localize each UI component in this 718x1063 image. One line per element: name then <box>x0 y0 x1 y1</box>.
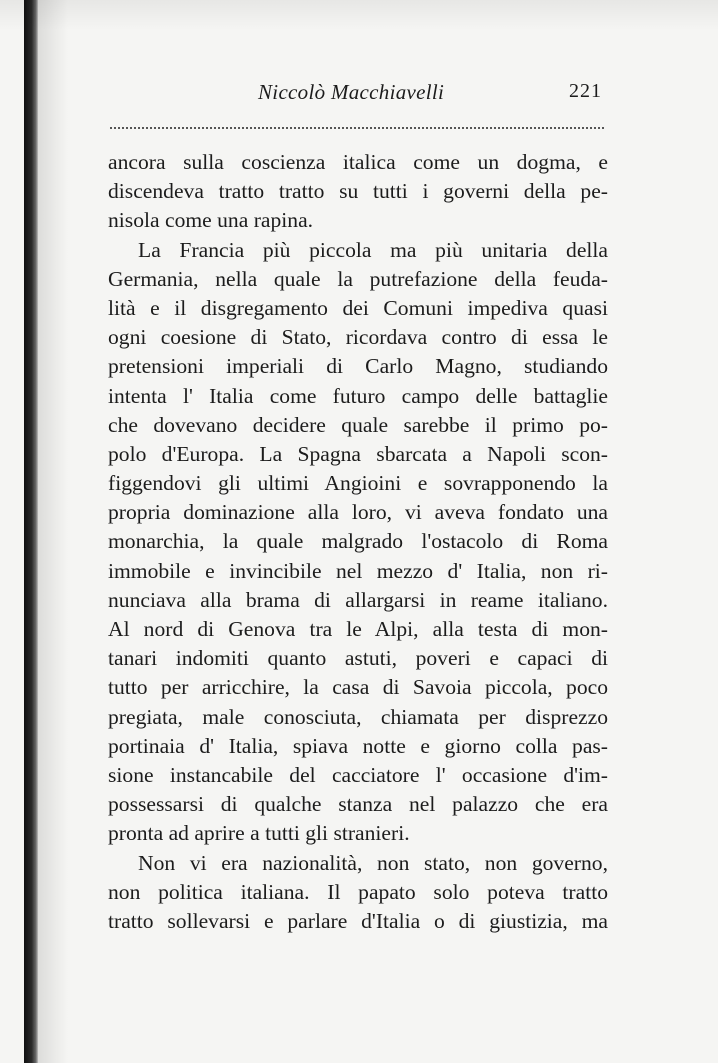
text-line: propria dominazione alla loro, vi aveva fondato una <box>108 500 608 525</box>
text-line: pronta ad aprire a tutti gli stranieri. <box>108 821 410 846</box>
text-line: che dovevano decidere quale sarebbe il primo po- <box>108 412 608 437</box>
header-dotted-rule <box>110 127 604 129</box>
text-line: ogni coesione di Stato, ricordava contro di essa le <box>108 325 608 350</box>
text-line: tutto per arricchire, la casa di Savoia piccola, poco <box>108 675 608 700</box>
paragraph-first-line: Non vi era nazionalità, non stato, non governo, <box>138 850 608 875</box>
text-line: polo d'Europa. La Spagna sbarcata a Napoli scon- <box>108 441 608 466</box>
page-number: 221 <box>569 80 602 102</box>
body-text <box>108 148 608 936</box>
text-line: portinaia d' Italia, spiava notte e giorno colla pas- <box>108 733 608 758</box>
text-line: Germania, nella quale la putrefazione della feuda- <box>108 266 608 291</box>
text-line: tanari indomiti quanto astuti, poveri e capaci di <box>108 646 608 671</box>
text-line: intenta l' Italia come futuro campo delle battaglie <box>108 383 608 408</box>
text-line: pretensioni imperiali di Carlo Magno, studiando <box>108 354 608 379</box>
text-line: monarchia, la quale malgrado l'ostacolo di Roma <box>108 529 608 554</box>
text-line: lità e il disgregamento dei Comuni impediva quasi <box>108 295 608 320</box>
book-spine-edge <box>24 0 38 1063</box>
gutter-shadow <box>38 0 68 1063</box>
text-line: sione instancabile del cacciatore l' occasione d'im- <box>108 762 608 787</box>
text-line: figgendovi gli ultimi Angioini e sovrapponendo la <box>108 471 608 496</box>
text-line: pregiata, male conosciuta, chiamata per disprezzo <box>108 704 608 729</box>
text-line: nunciava alla brama di allargarsi in reame italiano. <box>108 587 608 612</box>
text-line: immobile e invincibile nel mezzo d' Italia, non ri- <box>108 558 608 583</box>
top-edge-shade <box>0 0 718 30</box>
text-line: discendeva tratto tratto su tutti i governi della pe- <box>108 179 608 204</box>
text-line: Al nord di Genova tra le Alpi, alla testa di mon- <box>108 617 608 641</box>
running-title: Niccolò Macchiavelli <box>258 80 445 104</box>
text-line: tratto sollevarsi e parlare d'Italia o di giustizia, ma <box>108 908 608 933</box>
paragraph-first-line: La Francia più piccola ma più unitaria della <box>138 237 608 262</box>
text-line: non politica italiana. Il papato solo poteva tratto <box>108 879 608 904</box>
text-line: nisola come una rapina. <box>108 208 314 233</box>
text-line: ancora sulla coscienza italica come un dogma, e <box>108 150 608 174</box>
page-header <box>110 80 602 112</box>
text-line: possessarsi di qualche stanza nel palazzo che era <box>108 792 608 817</box>
